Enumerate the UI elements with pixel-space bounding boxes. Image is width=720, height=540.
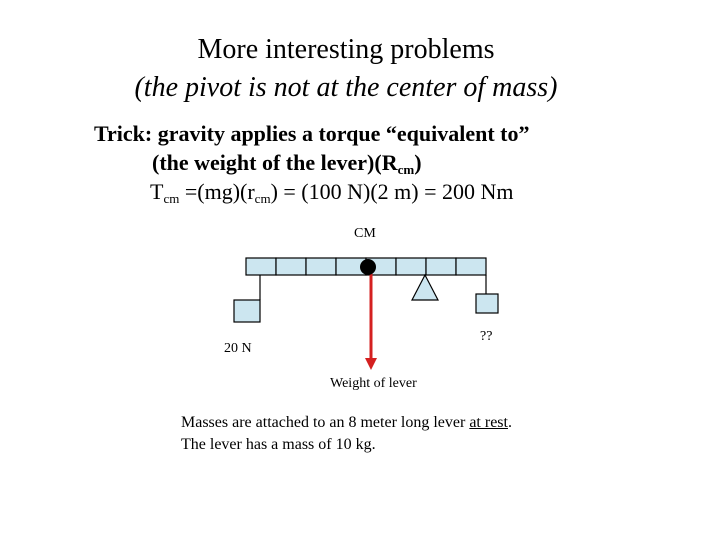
description-line-2: The lever has a mass of 10 kg. xyxy=(181,436,376,453)
equation-part-1: =(mg)(r xyxy=(179,179,255,204)
cm-label: CM xyxy=(354,226,376,241)
trick-line-2-text: (the weight of the lever)(R xyxy=(152,150,398,175)
trick-line-2-close: ) xyxy=(414,150,422,175)
weight-arrow-head xyxy=(365,358,377,370)
equation-t-subscript: cm xyxy=(163,191,180,206)
pivot-triangle xyxy=(412,275,438,300)
trick-line-2-subscript: cm xyxy=(397,162,415,177)
lever-segment xyxy=(396,258,426,275)
left-mass-block xyxy=(234,300,260,322)
right-force-label: ?? xyxy=(480,329,493,344)
lever-segment xyxy=(456,258,486,275)
lever-segment xyxy=(426,258,456,275)
equation-r-subscript: cm xyxy=(254,191,271,206)
center-of-mass-dot xyxy=(360,259,376,275)
slide-title: More interesting problems xyxy=(197,34,495,65)
left-force-label: 20 N xyxy=(224,341,252,356)
description-line-1 xyxy=(181,414,512,432)
lever-segment xyxy=(306,258,336,275)
lever-segment xyxy=(246,258,276,275)
description-line-1-period: . xyxy=(507,414,512,431)
description-line-1-text: Masses are attached to an 8 meter long lever xyxy=(181,414,470,431)
equation-t: T xyxy=(150,179,164,204)
lever-segment xyxy=(276,258,306,275)
at-rest-underlined: at rest xyxy=(469,414,508,431)
weight-of-lever-label: Weight of lever xyxy=(330,376,417,391)
slide-subtitle: (the pivot is not at the center of mass) xyxy=(134,72,558,103)
trick-line-1: Trick: gravity applies a torque “equivalent to” xyxy=(94,121,530,146)
right-mass-block xyxy=(476,294,498,313)
equation-part-2: ) = (100 N)(2 m) = 200 Nm xyxy=(270,179,514,204)
